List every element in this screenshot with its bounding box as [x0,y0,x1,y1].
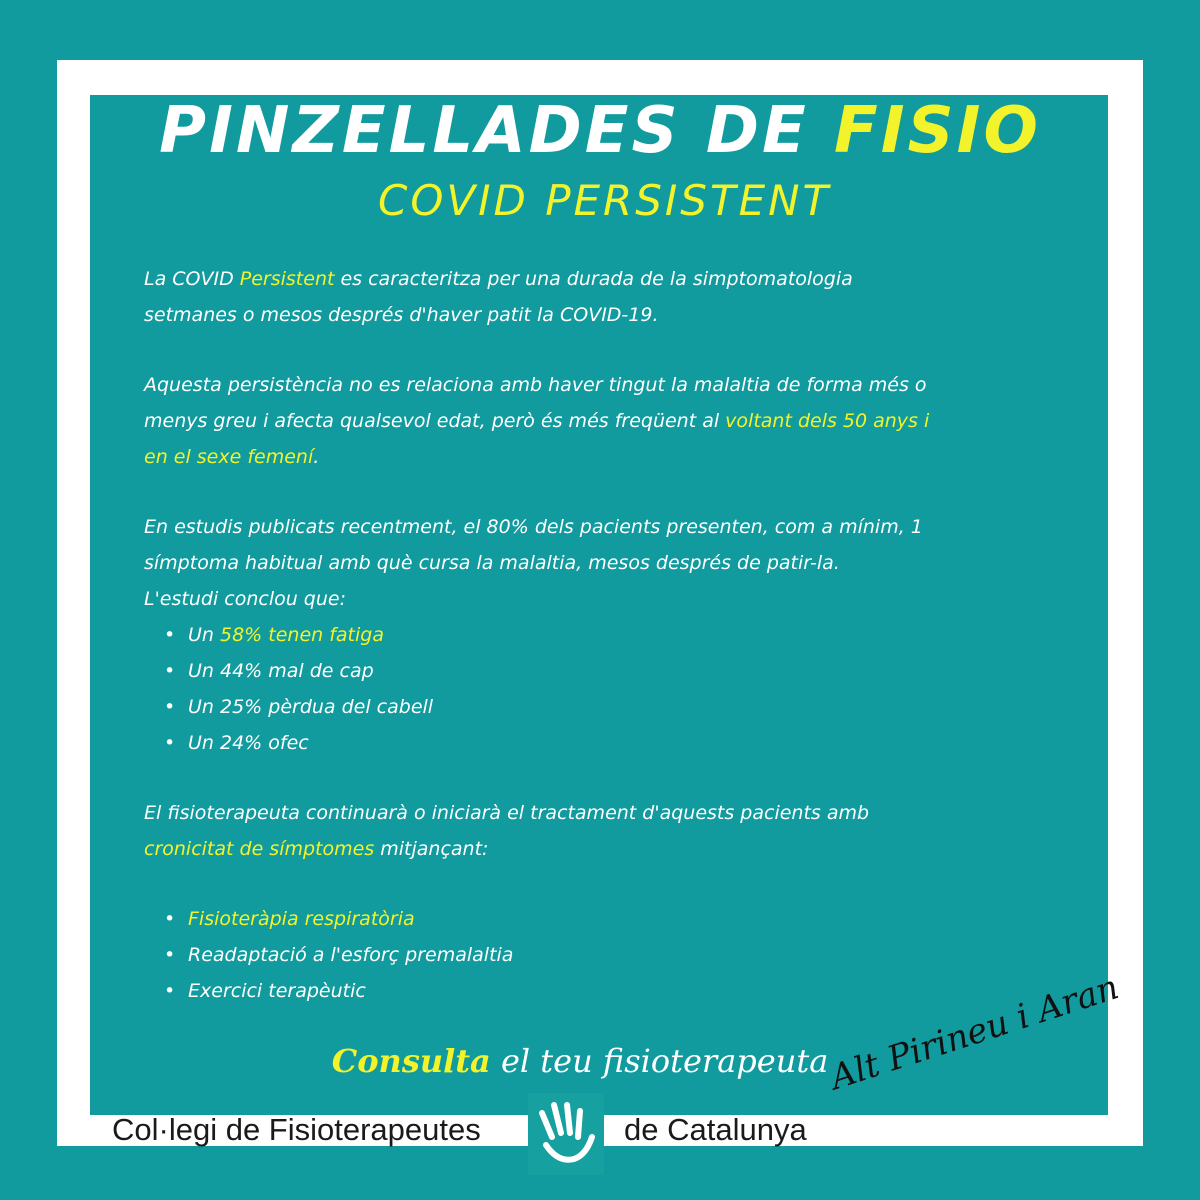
finding-text: Un 44% mal de cap [188,660,374,682]
p2-highlight-age: voltant dels 50 anys i [725,410,930,432]
finding-text: Un [188,624,220,646]
p1-line2: setmanes o mesos després d'haver patit la COVID-19. [144,304,659,326]
region-signature: Alt Pirineu i Aran [825,967,1124,1098]
finding-item [164,696,433,718]
treatment-item [164,944,513,966]
finding-item [164,732,309,754]
p4-text: mitjançant: [374,838,489,860]
finding-item [164,624,384,646]
cta-text: el teu fisioterapeuta [490,1042,829,1080]
hand-icon [528,1093,604,1175]
treatment-text: Readaptació a l'esforç premalaltia [188,944,514,966]
p2-highlight-sex: en el sexe femení [144,446,314,468]
page-subtitle: COVID PERSISTENT [378,176,832,225]
p3-line1: En estudis publicats recentment, el 80% dels pacients presenten, com a mínim, 1 [144,516,923,538]
p3-line2: símptoma habitual amb què cursa la malaltia, mesos després de patir-la. [144,552,840,574]
org-name-left: Col·legi de Fisioterapeutes [112,1112,481,1147]
p2-line2 [144,410,929,432]
p1-text-c: es caracteritza per una durada de la simptomatologia [334,268,853,290]
p2-line3 [144,446,319,468]
treatment-item [164,908,415,930]
p2-line1: Aquesta persistència no es relaciona amb haver tingut la malaltia de forma més o [144,374,927,396]
p1-line1 [144,268,853,290]
finding-item [164,660,374,682]
treatment-item [164,980,366,1002]
page-title [0,94,1200,168]
finding-text: Un 24% ofec [188,732,309,754]
p2-text-a: menys greu i afecta qualsevol edat, però és més freqüent al [144,410,726,432]
p4-highlight: cronicitat de símptomes [144,838,375,860]
p2-period: . [313,446,320,468]
cta-highlight: Consulta [331,1042,491,1080]
treatment-text: Exercici terapèutic [188,980,366,1002]
title-part1: PINZELLADES DE [159,94,809,168]
org-name-right: de Catalunya [624,1112,807,1147]
title-part2: FISIO [834,94,1041,168]
finding-text: Un 25% pèrdua del cabell [188,696,434,718]
p4-line1: El fisioterapeuta continuarà o iniciarà el tractament d'aquests pacients amb [144,802,870,824]
p3-line3: L'estudi conclou que: [144,588,347,610]
p1-text-a: La COVID [144,268,240,290]
finding-highlight: 58% tenen fatiga [220,624,384,646]
p1-highlight: Persistent [239,268,335,290]
treatment-text: Fisioteràpia respiratòria [188,908,415,930]
p4-line2 [144,838,488,860]
hand-logo-icon [528,1093,604,1175]
